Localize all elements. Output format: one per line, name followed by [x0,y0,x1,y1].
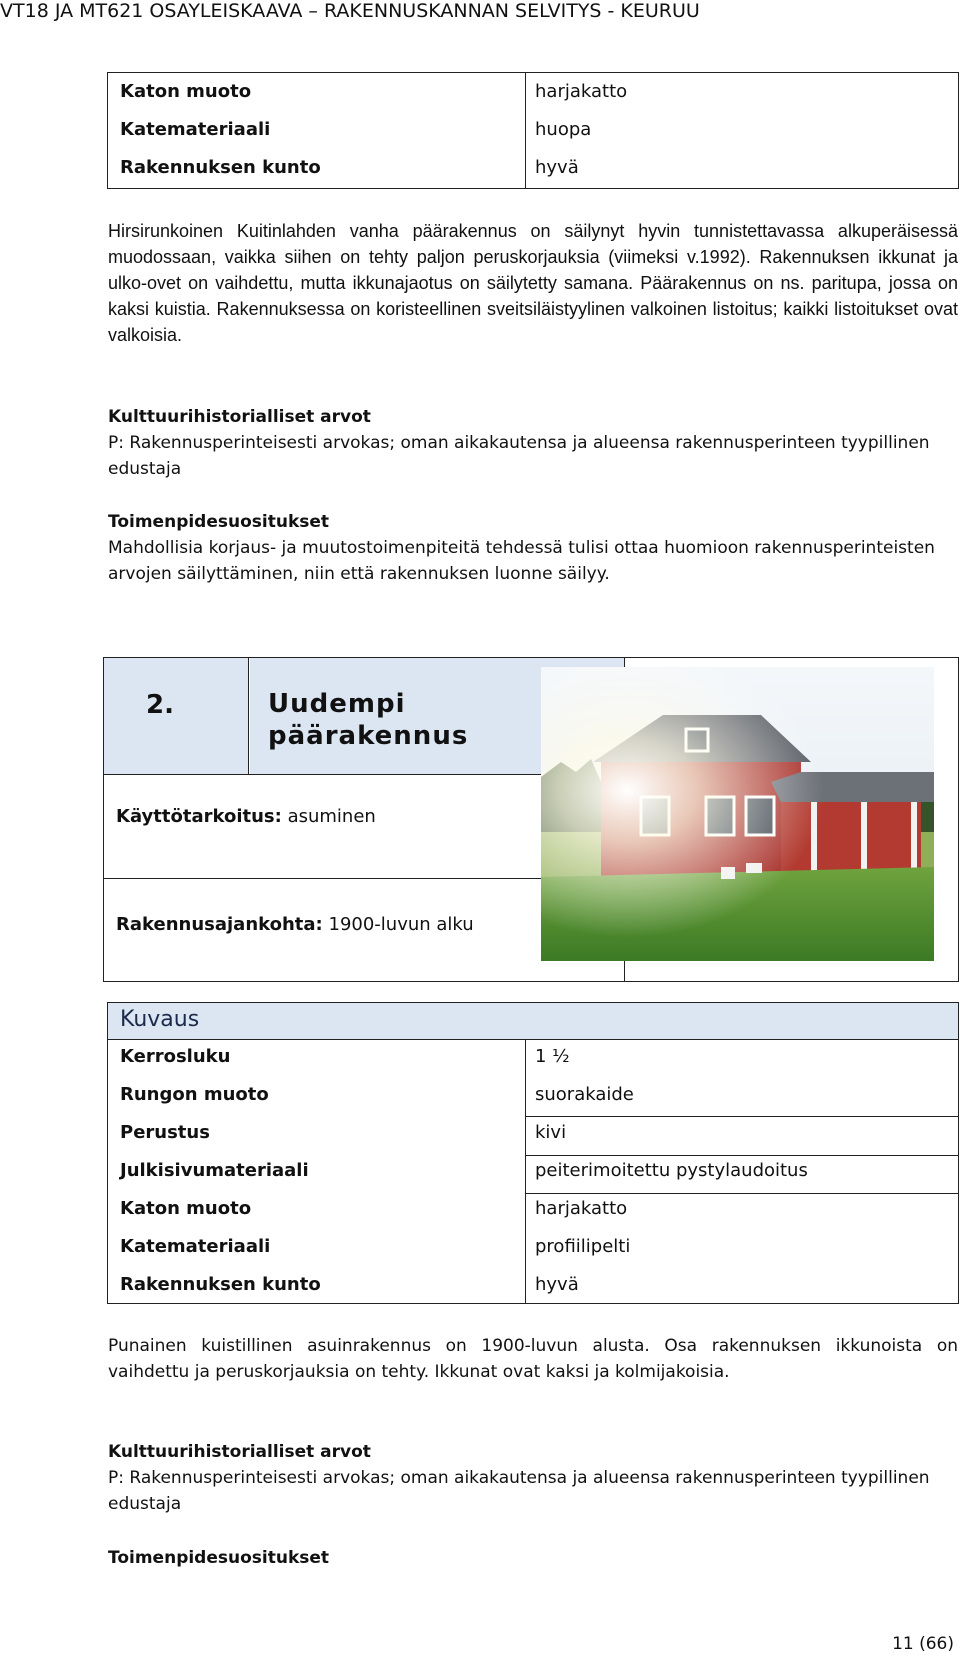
table1-value: hyvä [535,157,579,178]
building-description-1: Hirsirunkoinen Kuitinlahden vanha päärakennus on säilynyt hyvin tunnistettavassa alkuperäisessä muodossaan, vaikka siihen on tehty paljon peruskorjauksia (viimeksi v.1992). Rakennuksen ikkunat ja ulko-ovet on vaihdettu, mutta ikkunajaotus on säilytetty samana. Päärakennus on ns. paritupa, jossa on kaksi kuistia. Rakennuksessa on koristeellinen sveitsiläistyylinen valkoinen listoitus; kaikki listoitukset ovat valkoisia. [108,221,958,345]
kuvaus-row-value: 1 ½ [535,1046,570,1067]
kuvaus-row-value: harjakatto [535,1198,628,1219]
kuvaus-row-value: kivi [535,1122,567,1143]
cultural-values-text: P: Rakennusperinteisesti arvokas; oman aikakautensa ja alueensa rakennusperinteen tyypillinen edustaja [108,1468,930,1514]
house-photo-image [541,667,934,961]
building-description-2: Punainen kuistillinen asuinrakennus on 1900-luvun alusta. Osa rakennuksen ikkunoista on vaihdettu ja peruskorjauksia on tehty. Ikkunat ovat kaksi ja kolmijakoisia. [108,1336,958,1382]
kuvaus-row-value: suorakaide [535,1084,634,1105]
building-name: Uudempi päärakennus [268,689,469,751]
kuvaus-row-label: Katon muoto [120,1198,252,1219]
kuvaus-title: Kuvaus [120,1007,200,1032]
cultural-values-text: P: Rakennusperinteisesti arvokas; oman aikakautensa ja alueensa rakennusperinteen tyypillinen edustaja [108,433,930,479]
usage-field: Käyttötarkoitus: asuminen [116,806,376,827]
table1-label: Katemateriaali [120,119,271,140]
kuvaus-row-label: Kerrosluku [120,1046,231,1067]
kuvaus-row-label: Julkisivumateriaali [120,1160,309,1181]
kuvaus-row-label: Rungon muoto [120,1084,269,1105]
table1-label: Rakennuksen kunto [120,157,321,178]
building-photo [541,667,934,961]
document-header: VT18 JA MT621 OSAYLEISKAAVA – RAKENNUSKANNAN SELVITYS - KEURUU [0,0,700,22]
table1-value: harjakatto [535,81,628,102]
construction-date-field: Rakennusajankohta: 1900-luvun alku [116,914,474,935]
property-table-1 [107,72,959,189]
page-number: 11 (66) [892,1634,954,1654]
kuvaus-row-label: Perustus [120,1122,210,1143]
kuvaus-row-value: profiilipelti [535,1236,631,1257]
description-table [107,1002,959,1304]
table1-label: Katon muoto [120,81,252,102]
section-heading-cultural-values: Kulttuurihistorialliset arvot [108,407,371,427]
kuvaus-row-value: peiterimoitettu pystylaudoitus [535,1160,808,1181]
table1-value: huopa [535,119,592,140]
recommendations-text: Mahdollisia korjaus- ja muutostoimenpiteitä tehdessä tulisi ottaa huomioon rakennusperinteisten arvojen säilyttäminen, niin että rakennuksen luonne säilyy. [108,538,935,584]
building-number: 2. [146,690,174,720]
kuvaus-row-label: Katemateriaali [120,1236,271,1257]
kuvaus-row-label: Rakennuksen kunto [120,1274,321,1295]
section-heading-cultural-values: Kulttuurihistorialliset arvot [108,1442,371,1462]
kuvaus-row-value: hyvä [535,1274,579,1295]
section-heading-recommendations: Toimenpidesuositukset [108,1548,330,1568]
section-heading-recommendations: Toimenpidesuositukset [108,512,330,532]
